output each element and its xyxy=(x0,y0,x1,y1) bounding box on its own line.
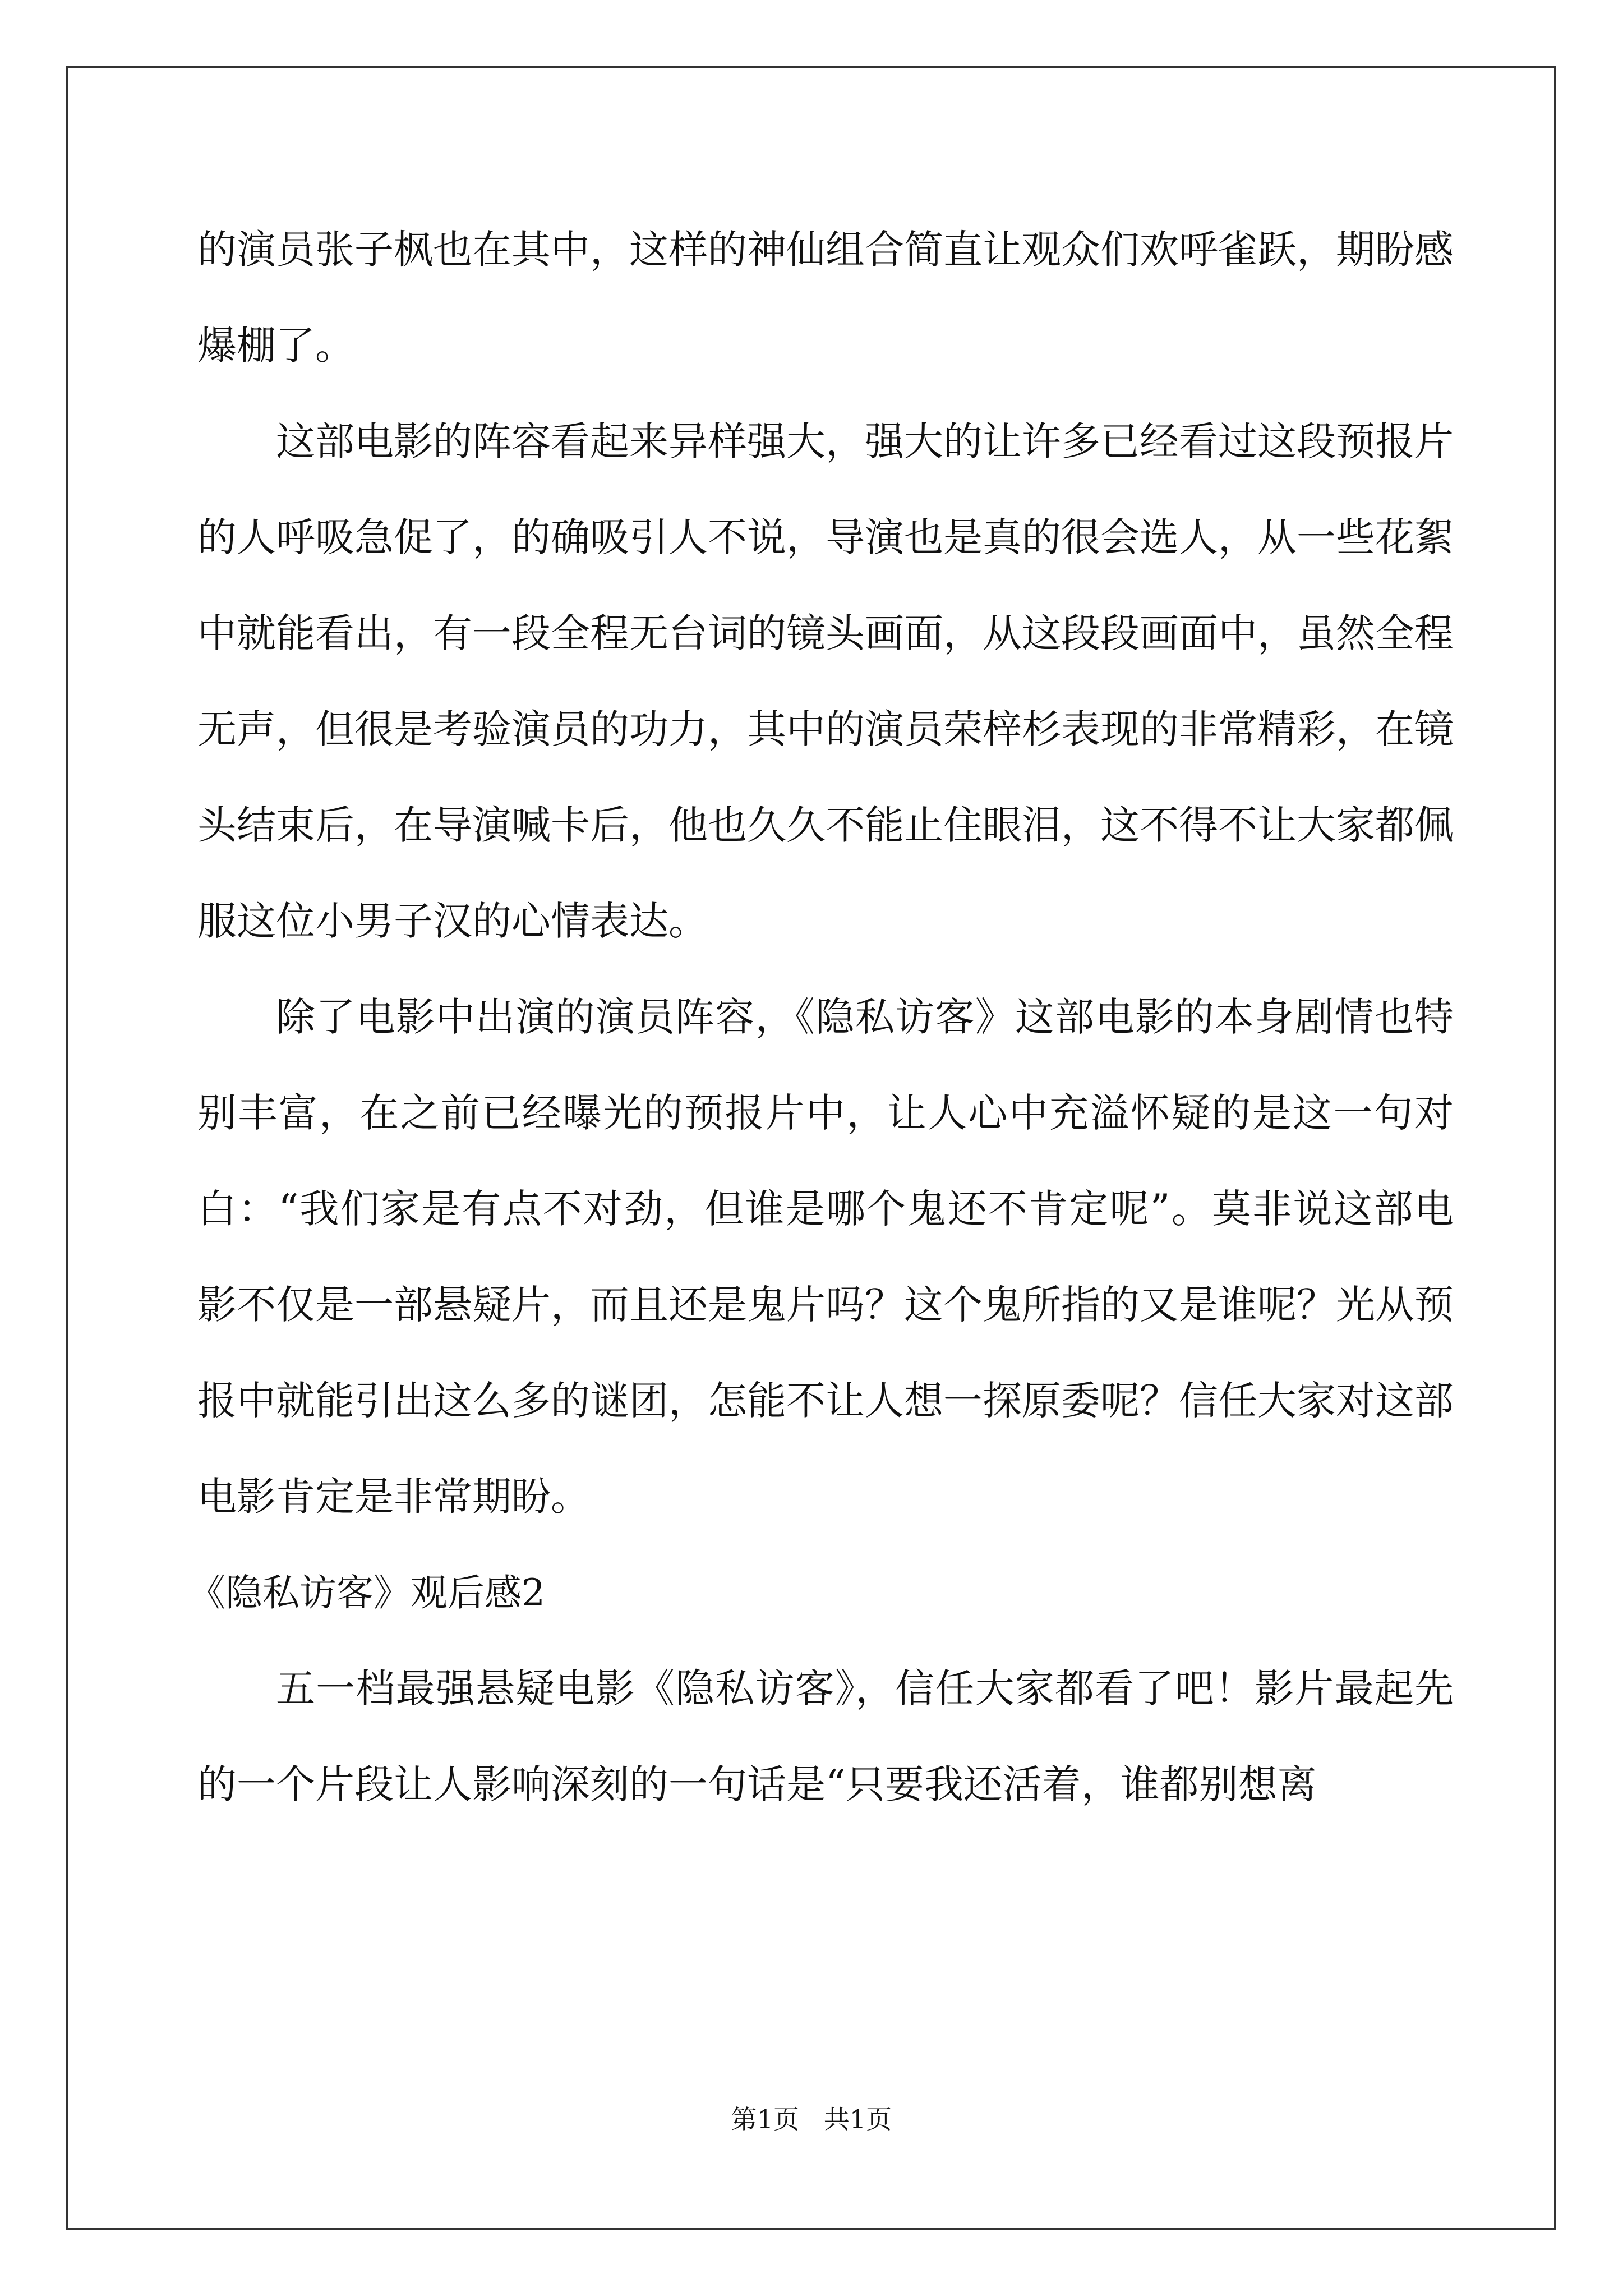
paragraph: 除了电影中出演的演员阵容，《隐私访客》这部电影的本身剧情也特别丰富，在之前已经曝光的预报片中，让人心中充溢怀疑的是这一句对白：“我们家是有点不对劲，但谁是哪个鬼还不肯定呢”。莫非说这部电影不仅是一部悬疑片，而且还是鬼片吗？这个鬼所指的又是谁呢？光从预报中就能引出这么多的谜团，怎能不让人想一探原委呢？信任大家对这部电影肯定是非常期盼。 xyxy=(197,994,1454,1520)
paragraph: 五一档最强悬疑电影《隐私访客》，信任大家都看了吧！影片最起先的一个片段让人影响深刻的一句话是“只要我还活着，谁都别想离 xyxy=(197,1665,1454,1807)
paragraph-continuation: 的演员张子枫也在其中，这样的神仙组合简直让观众们欢呼雀跃，期盼感爆棚了。 xyxy=(197,227,1454,369)
page-number: 第1页 共1页 xyxy=(731,2104,892,2134)
paragraph: 这部电影的阵容看起来异样强大，强大的让许多已经看过这段预报片的人呼吸急促了，的确吸引人不说，导演也是真的很会选人，从一些花絮中就能看出，有一段全程无台词的镜头画面，从这段段画面中，虽然全程无声，但很是考验演员的功力，其中的演员荣梓杉表现的非常精彩，在镜头结束后，在导演喊卡后，他也久久不能止住眼泪，这不得不让大家都佩服这位小男子汉的心情表达。 xyxy=(197,418,1454,944)
document-body xyxy=(188,202,1454,1833)
section-heading: 《隐私访客》观后感2 xyxy=(188,1571,545,1614)
